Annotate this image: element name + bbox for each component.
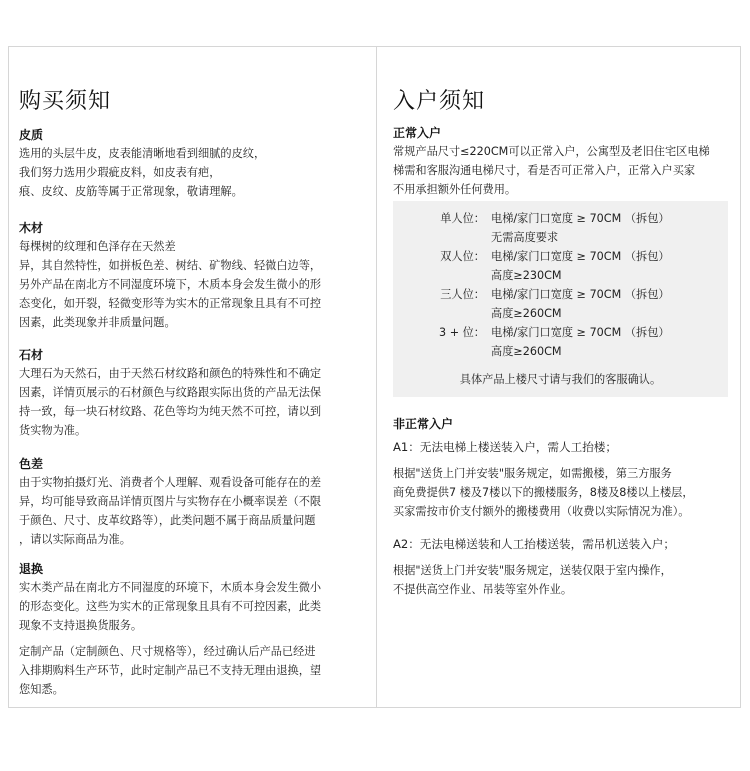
a1-heading: A1：无法电梯上楼送装入户，需人工抬楼； [393, 440, 617, 454]
purchase-notice-title: 购买须知 [19, 89, 112, 114]
section-title-leather: 皮质 [19, 128, 44, 142]
a1-text: 根据"送货上门并安装"服务规定，如需搬楼，第三方服务 商免费提供7 楼及7楼以下的搬楼服务，8楼及8楼以上楼层， 买家需按市价支付额外的搬楼费用（收费以实际情况为准）。 [393, 467, 694, 518]
section-title-abnormal-entry: 非正常入户 [393, 417, 454, 431]
section-title-stone: 石材 [19, 348, 44, 362]
section-text-returns: 实木类产品在南北方不同湿度的环境下，木质本身会发生微小 的形态变化。这些为实木的正常现象且具有不可控因素，此类 现象不支持退换货服务。 [19, 581, 322, 632]
section-title-color-difference: 色差 [19, 457, 44, 471]
column-divider [376, 46, 377, 708]
section-text-wood: 每棵树的纹理和色泽存在天然差 异，其自然特性，如拼板色差、树结、矿物线、轻微白边等， 另外产品在南北方不同湿度环境下，木质本身会发生微小的形 态变化，如开裂，轻微变形等为实木的正常现象且具有不可控 因素，此类现象并非质量问题。 [19, 240, 322, 329]
size-confirm-note: 具体产品上楼尺寸请与我们的客服确认。 [459, 373, 662, 386]
section-text-color-difference: 由于实物拍摄灯光、消费者个人理解、观看设备可能存在的差 异，均可能导致商品详情页图片与实物存在小概率误差（不限 于颜色、尺寸、皮革纹路等），此类问题不属于商品质量问题 ，请以实际商品为准。 [19, 476, 322, 546]
section-text-leather: 选用的头层牛皮，皮表能清晰地看到细腻的皮纹， 我们努力选用少瑕疵皮料，如皮表有疤， 痕、皮纹、皮筋等属于正常现象，敬请理解。 [19, 147, 266, 198]
custom-product-note: 定制产品（定制颜色、尺寸规格等），经过确认后产品已经进 入排期购料生产环节，此时定制产品已不支持无理由退换，望 您知悉。 [19, 645, 322, 696]
section-text-normal-entry: 常规产品尺寸≤220CM可以正常入户，公寓型及老旧住宅区电梯 梯需和客服沟通电梯尺寸，看是否可正常入户，正常入户买家 不用承担额外任何费用。 [393, 145, 710, 196]
section-title-normal-entry: 正常入户 [393, 126, 442, 140]
entry-notice-title: 入户须知 [393, 89, 486, 114]
size-requirements-box: 单人位： 电梯/家门口宽度 ≥ 70CM （拆包） 无需高度要求 双人位： 电梯/家门口宽度 ≥ 70CM （拆包） 高度≥230CM 三人位： 电梯/家门口宽度 ≥ 70CM （拆包） 高度≥260CM 3 + 位： 电梯/家门口宽度 ≥ 70CM （拆包） 高度≥260CM 具体产品上楼尺寸请与我们的客服确认。 [393, 201, 728, 397]
a2-text: 根据"送货上门并安装"服务规定，送装仅限于室内操作， 不提供高空作业、吊装等室外作业。 [393, 564, 672, 596]
section-title-wood: 木材 [19, 221, 44, 235]
section-title-returns: 退换 [19, 562, 44, 576]
section-text-stone: 大理石为天然石，由于天然石材纹路和颜色的特殊性和不确定 因素，详情页展示的石材颜色与纹路跟实际出货的产品无法保 持一致，每一块石材纹路、花色等均为纯天然不可控，请以到 货实物为准。 [19, 367, 322, 437]
a2-heading: A2：无法电梯送装和人工抬楼送装，需吊机送装入户； [393, 537, 675, 551]
